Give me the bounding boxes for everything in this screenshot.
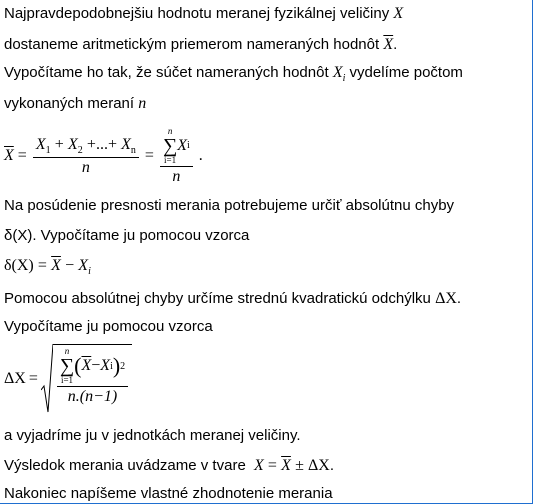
text-line-3 <box>4 64 463 84</box>
line-3-end: vydelíme počtom <box>349 64 463 81</box>
result-x: X <box>253 457 264 474</box>
abs-error-line-1: Na posúdenie presnosti merania potrebujeme určiť absolútnu chyby <box>4 197 455 214</box>
radicand <box>53 344 132 414</box>
mean-numerator-2: n ∑ i=1 X i <box>160 127 193 167</box>
closing-line-2: Výsledok merania uvádzame v tvare <box>4 457 246 474</box>
mean-end: . <box>198 147 203 164</box>
line-1-text: Najpravdepodobnejšiu hodnotu meranej fyzikálnej veličiny <box>4 5 390 22</box>
mean-formula <box>4 126 203 186</box>
text-line-closing-1 <box>4 427 301 444</box>
std-sum-symbol: n ∑ i=1 <box>59 346 75 385</box>
var-x-bar: $\overline{X}$ <box>383 36 394 53</box>
mean-denominator-2: n <box>172 167 181 185</box>
text-line-closing-3 <box>4 485 333 502</box>
var-xi: $X_i$ <box>332 64 346 84</box>
mean-eq-2: = <box>144 147 154 164</box>
std-fraction <box>57 347 128 406</box>
abs-x-bar: $\overline{X}$ <box>51 257 61 274</box>
mean-lhs: $\overline{X}$ <box>4 147 14 164</box>
result-x-bar: $\overline{X}$ <box>281 457 291 474</box>
abs-error-line-2: δ(X). Vypočítame ju pomocou vzorca <box>4 227 250 244</box>
sum-symbol: n ∑ i=1 <box>162 125 178 165</box>
text-line-abs-2 <box>4 227 249 244</box>
mean-eq: = <box>17 147 27 164</box>
std-line-1: Pomocou absolútnej chyby určíme strednú kvadratickú odchýlku <box>4 290 431 307</box>
text-line-1 <box>4 5 403 23</box>
std-lhs: ΔX <box>4 370 26 387</box>
mean-numerator-1: $X_1 + X_2$ +...+ $X_n$ <box>33 136 139 158</box>
var-x: X <box>393 5 404 22</box>
text-line-closing-2 <box>4 457 334 475</box>
abs-minus: − <box>65 257 75 274</box>
result-delta-x: ΔX <box>308 457 330 474</box>
mean-denominator-1: n <box>81 158 90 176</box>
result-eq: = <box>267 457 277 474</box>
delta-x: ΔX <box>435 290 457 307</box>
result-end: . <box>329 457 335 474</box>
abs-xi: $X_i$ <box>78 257 91 277</box>
var-n: n <box>138 95 147 112</box>
result-pm: ± <box>295 457 304 474</box>
std-line-2: Vypočítame ju pomocou vzorca <box>4 318 213 335</box>
std-line-1-end: . <box>456 290 462 307</box>
closing-line-1: a vyjadríme ju v jednotkách meranej veličiny. <box>4 427 301 444</box>
sqrt <box>41 344 132 414</box>
radical-sign <box>41 344 53 414</box>
mean-fraction-2 <box>160 127 193 186</box>
std-dev-formula <box>4 340 132 418</box>
closing-line-3: Nakoniec napíšeme vlastné zhodnotenie merania <box>4 485 333 502</box>
abs-error-formula <box>4 257 91 277</box>
line-2-end: . <box>393 36 398 53</box>
std-numerator: n ∑ i=1 ( $\overline{X}$ − X i ) 2 <box>57 347 128 387</box>
text-line-2 <box>4 36 397 54</box>
line-4-text: vykonaných meraní <box>4 95 135 112</box>
text-line-std-2 <box>4 318 213 335</box>
text-line-4 <box>4 95 146 113</box>
abs-lhs: δ(X) <box>4 257 34 274</box>
abs-eq: = <box>37 257 47 274</box>
line-2-text: dostaneme aritmetickým priemerom nameraných hodnôt <box>4 36 380 53</box>
mean-fraction-1 <box>33 136 139 177</box>
std-eq: = <box>28 370 38 387</box>
std-denominator: n.(n−1) <box>67 388 118 405</box>
text-line-std-1 <box>4 290 461 308</box>
text-line-abs-1 <box>4 197 454 214</box>
line-3-text: Vypočítame ho tak, že súčet nameraných hodnôt <box>4 64 329 81</box>
